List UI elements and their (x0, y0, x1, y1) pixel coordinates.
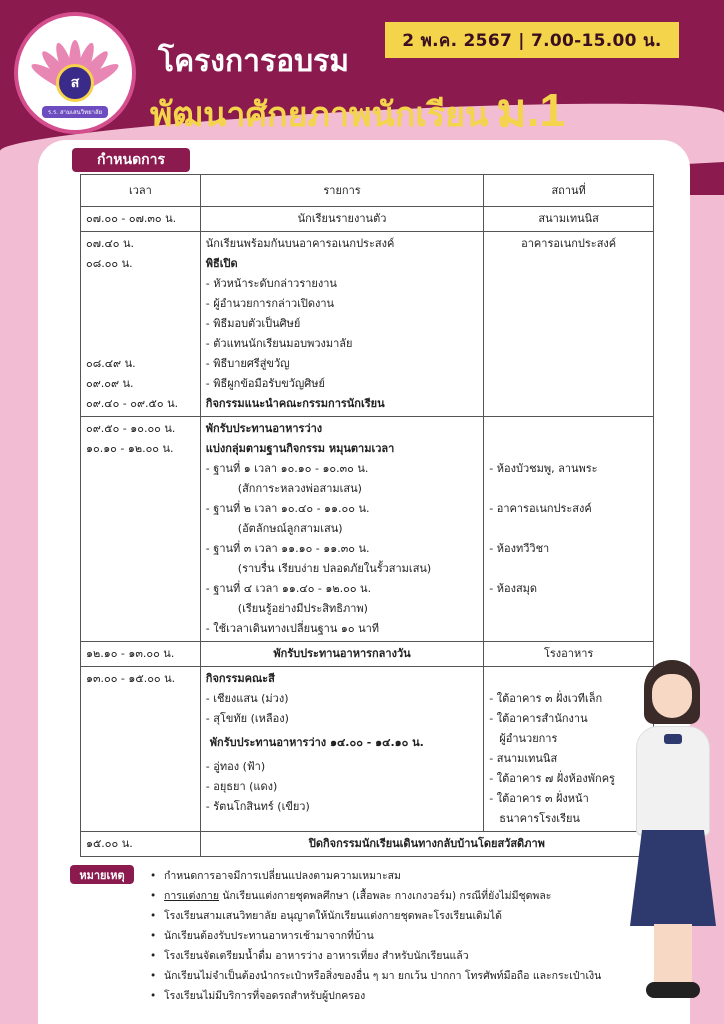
item-text: - สุโขทัย (เหลือง) (205, 712, 289, 725)
item-text: (ราบรื่น เรียบง่าย ปลอดภัยในรั้วสามเสน) (237, 562, 432, 575)
time-cell (81, 232, 201, 417)
item-text: - ฐานที่ ๔ เวลา ๑๑.๔๐ - ๑๒.๐๐ น. (205, 582, 372, 595)
place-text: - สนามเทนนิส (489, 752, 558, 765)
table-row (81, 207, 654, 232)
schedule-section-label: กำหนดการ (72, 148, 190, 172)
table-header-row (81, 175, 654, 207)
table-row (81, 832, 654, 857)
emblem-icon: ส (56, 64, 94, 102)
item-text: (สักการะหลวงพ่อสามเสน) (237, 482, 362, 495)
item-text: - ฐานที่ ๓ เวลา ๑๑.๑๐ - ๑๑.๓๐ น. (205, 542, 370, 555)
item-text: - เชียงแสน (ม่วง) (205, 692, 289, 705)
item-cell (200, 417, 483, 642)
note-item: • นักเรียนไม่จำเป็นต้องนำกระเป๋าหรือสิ่งของอื่น ๆ มา ยกเว้น ปากกา โทรศัพท์มือถือ และกระเป๋าเงิน (150, 966, 640, 986)
note-item: • กำหนดการอาจมีการเปลี่ยนแปลงตามความเหมาะสม (150, 866, 640, 886)
item-text: - อู่ทอง (ฟ้า) (205, 760, 266, 773)
time-text: ๑๐.๑๐ - ๑๒.๐๐ น. (86, 442, 174, 455)
title-line2 (150, 74, 565, 147)
item-text: - ตัวแทนนักเรียนมอบพวงมาลัย (205, 337, 353, 350)
item-text: - ฐานที่ ๑ เวลา ๑๐.๑๐ - ๑๐.๓๐ น. (205, 462, 369, 475)
item-text: - พิธีบายศรีสู่ขวัญ (205, 357, 290, 370)
place-text: ธนาคารโรงเรียน (499, 812, 580, 825)
notes-list (150, 866, 640, 1006)
item-cell: นักเรียนรายงานตัว (200, 207, 483, 232)
item-cell: ปิดกิจกรรมนักเรียนเดินทางกลับบ้านโดยสวัสดิภาพ (200, 832, 653, 857)
time-text: ๐๗.๔๐ น. (86, 237, 135, 250)
time-cell: ๑๕.๐๐ น. (81, 832, 201, 857)
item-text: กิจกรรมแนะนำคณะกรรมการนักเรียน (205, 397, 385, 410)
place-text: - ใต้อาคาร ๓ ฝั่งเวทีเล็ก (489, 692, 603, 705)
item-text: พิธีเปิด (205, 257, 238, 270)
col-header-item: รายการ (200, 175, 483, 207)
place-text: - ใต้อาคาร ๗ ฝั่งห้องพักครู (489, 772, 615, 785)
event-date: 2 พ.ค. 2567 | 7.00-15.00 น. (385, 22, 679, 58)
item-cell: พักรับประทานอาหารกลางวัน (200, 642, 483, 667)
item-text: - ผู้อำนวยการกล่าวเปิดงาน (205, 297, 335, 310)
schedule-table (80, 174, 654, 857)
item-text: (เรียนรู้อย่างมีประสิทธิภาพ) (237, 602, 368, 615)
time-text: ๐๙.๔๐ - ๐๙.๕๐ น. (86, 397, 179, 410)
note-text: นักเรียนแต่งกายชุดพลศึกษา (เสื้อพละ กางเกงวอร์ม) กรณีที่ยังไม่มีชุดพละ (219, 890, 552, 902)
grade-label: ม.1 (496, 84, 566, 136)
place-cell (484, 417, 654, 642)
time-cell: ๐๗.๐๐ - ๐๗.๓๐ น. (81, 207, 201, 232)
place-text: - ห้องทวีวิชา (489, 542, 550, 555)
item-text: - อยุธยา (แดง) (205, 780, 278, 793)
place-text: - ใต้อาคาร ๓ ฝั่งหน้า (489, 792, 589, 805)
item-text: - หัวหน้าระดับกล่าวรายงาน (205, 277, 337, 290)
place-cell: โรงอาหาร (484, 642, 654, 667)
place-text: - ห้องสมุด (489, 582, 538, 595)
note-item: • โรงเรียนไม่มีบริการที่จอดรถสำหรับผู้ปกครอง (150, 986, 640, 1006)
notes-label: หมายเหตุ (70, 865, 134, 884)
time-cell: ๑๓.๐๐ - ๑๕.๐๐ น. (81, 667, 201, 832)
table-row (81, 417, 654, 642)
note-item: • นักเรียนต้องรับประทานอาหารเช้ามาจากที่บ้าน (150, 926, 640, 946)
table-row (81, 232, 654, 417)
item-cell (200, 232, 483, 417)
school-logo (14, 12, 136, 134)
item-text: แบ่งกลุ่มตามฐานกิจกรรม หมุนตามเวลา (205, 442, 395, 455)
place-text: - อาคารอเนกประสงค์ (489, 502, 592, 515)
time-text: ๐๙.๐๙ น. (86, 377, 134, 390)
note-continuation: • โรงเรียนสามเสนวิทยาลัย อนุญาตให้นักเรียนแต่งกายชุดพละโรงเรียนเดิมได้ (150, 906, 640, 926)
col-header-place: สถานที่ (484, 175, 654, 207)
item-text: พักรับประทานอาหารว่าง (205, 422, 323, 435)
place-text: - ห้องบัวชมพู, ลานพระ (489, 462, 598, 475)
student-illustration (620, 660, 724, 1024)
item-text: พักรับประทานอาหารว่าง ๑๔.๐๐ - ๑๔.๑๐ น. (209, 736, 424, 749)
item-text: นักเรียนพร้อมกันบนอาคารอเนกประสงค์ (205, 237, 395, 250)
item-text: - พิธีผูกข้อมือรับขวัญศิษย์ (205, 377, 325, 390)
item-cell (200, 667, 483, 832)
place-cell: สนามเทนนิส (484, 207, 654, 232)
time-cell (81, 417, 201, 642)
table-row (81, 667, 654, 832)
title-line1: โครงการอบรม (158, 45, 350, 78)
item-text: (อัตลักษณ์ลูกสามเสน) (237, 522, 343, 535)
item-text: กิจกรรมคณะสี (205, 672, 275, 685)
time-text: ๐๙.๕๐ - ๑๐.๐๐ น. (86, 422, 176, 435)
item-text: - พิธีมอบตัวเป็นศิษย์ (205, 317, 301, 330)
table-row (81, 642, 654, 667)
item-text: - รัตนโกสินทร์ (เขียว) (205, 800, 310, 813)
item-text: - ใช้เวลาเดินทางเปลี่ยนฐาน ๑๐ นาที (205, 622, 380, 635)
time-cell: ๑๒.๑๐ - ๑๓.๐๐ น. (81, 642, 201, 667)
note-item (150, 886, 640, 906)
note-item: • โรงเรียนจัดเตรียมน้ำดื่ม อาหารว่าง อาหารเที่ยง สำหรับนักเรียนแล้ว (150, 946, 640, 966)
title-text: พัฒนาศักยภาพนักเรียน (150, 96, 489, 134)
time-text: ๐๘.๐๐ น. (86, 257, 133, 270)
item-text: - ฐานที่ ๒ เวลา ๑๐.๔๐ - ๑๑.๐๐ น. (205, 502, 370, 515)
place-text: - ใต้อาคารสำนักงาน (489, 712, 588, 725)
col-header-time: เวลา (81, 175, 201, 207)
note-keyword: การแต่งกาย (164, 890, 220, 902)
place-text: ผู้อำนวยการ (499, 732, 558, 745)
logo-ribbon: ร.ร. สามเสนวิทยาลัย (42, 106, 108, 118)
place-cell: อาคารอเนกประสงค์ (484, 232, 654, 417)
bow-icon (664, 734, 682, 744)
time-text: ๐๘.๔๙ น. (86, 357, 136, 370)
